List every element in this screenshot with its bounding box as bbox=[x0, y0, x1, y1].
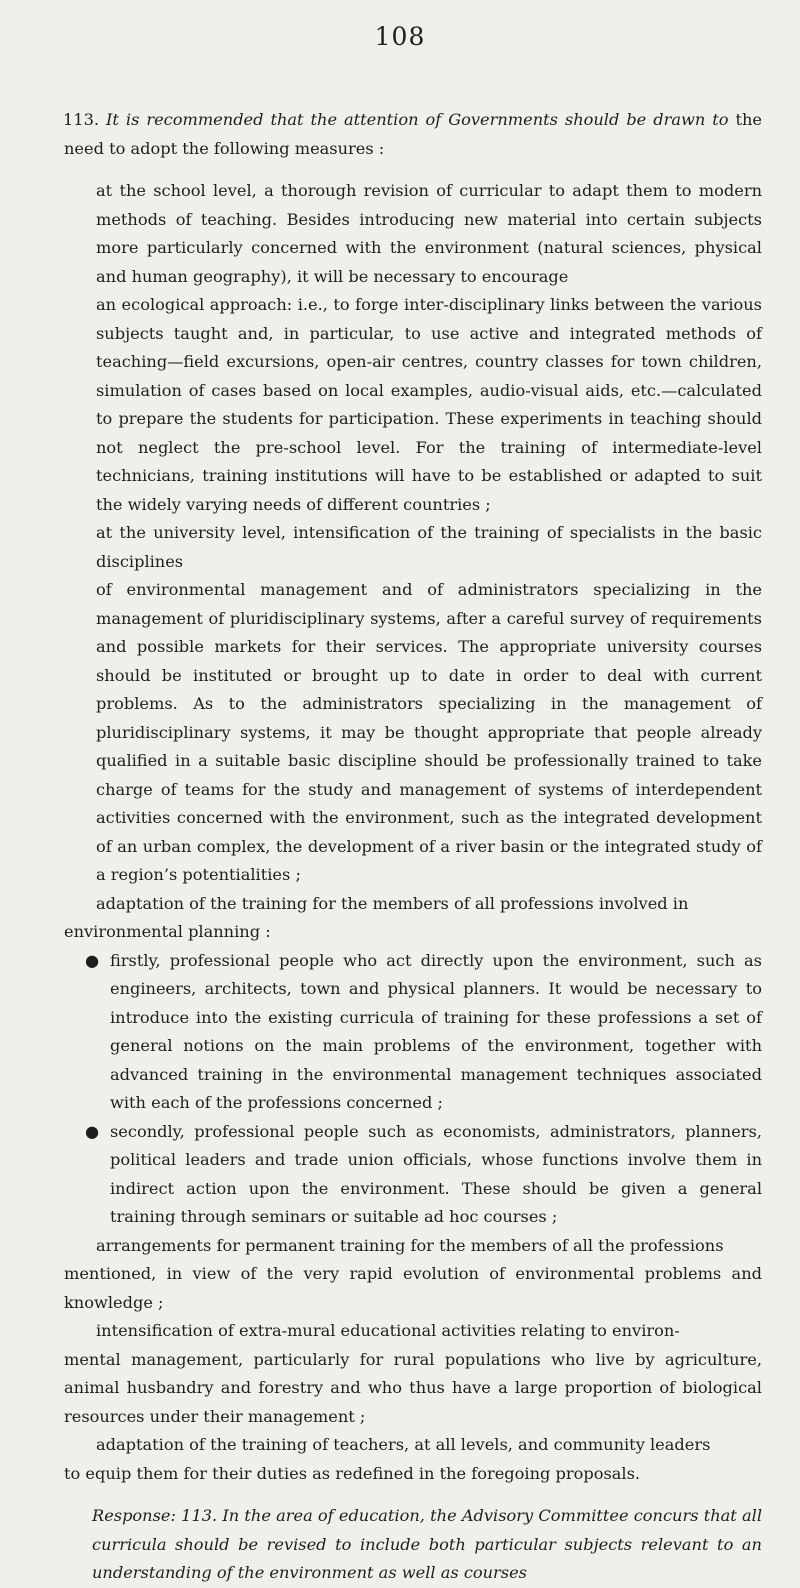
measure-permanent-training-end: mentioned, in view of the very rapid evolution of environmental problems and knowledge ; bbox=[64, 1264, 762, 1312]
recommendation-lead bbox=[64, 106, 762, 163]
measure-school-level: at the school level, a thorough revision of curricular to adapt them to modern methods of teaching. Besides introducing new material into certain subjects more particularly concerned with the environment (natural sciences, physical and human geography), it will be necessary to encourage bbox=[96, 181, 762, 286]
recommendation-intro: It is recommended that the attention of Governments should be drawn to bbox=[106, 110, 729, 129]
bullet-item-secondly bbox=[64, 1118, 762, 1232]
bullet-text-firstly: firstly, professional people who act directly upon the environment, such as engineers, architects, town and physical planners. It would be necessary to introduce into the existing curricula of training for these professions a set of general notions on the main problems of the environment, together with advanced training in the environmental management techniques associated with each of the professions concerned ; bbox=[110, 950, 762, 1112]
measure-adaptation-training-start: adaptation of the training for the members of all professions involved in bbox=[96, 893, 689, 913]
response-paragraph: Response: 113. In the area of education, the Advisory Committee concurs that all curricula should be revised to include both particular subjects relevant to an understanding of the environment as well as courses bbox=[92, 1506, 762, 1582]
page-number: 108 bbox=[374, 22, 426, 51]
bullet-icon: ● bbox=[85, 1121, 100, 1141]
measure-ecological-approach: an ecological approach: i.e., to forge inter-disciplinary links between the various subjects taught and, in particular, to use active and integrated methods of teaching—field excursions, open-air centres, country classes for town children, simulation of cases based on local examples, audio-visual aids, etc.—calculated to prepare the students for participation. These experiments in teaching should not neglect the pre-school level. For the training of intermediate-level technicians, training institutions will have to be established or adapted to suit the widely varying needs of different countries ; bbox=[96, 295, 762, 514]
measure-adaptation-training-end: environmental planning : bbox=[64, 922, 271, 941]
bullet-item-firstly bbox=[64, 947, 762, 1118]
measure-permanent-training-start: arrangements for permanent training for the members of all the professions bbox=[96, 1235, 724, 1255]
measure-university-level: at the university level, intensification of the training of specialists in the basic disciplines bbox=[96, 523, 762, 571]
measure-teachers-end: to equip them for their duties as redefined in the foregoing proposals. bbox=[64, 1463, 641, 1483]
bullet-text-secondly: secondly, professional people such as economists, administrators, planners, political leaders and trade union officials, whose functions involve them in indirect action upon the environment. These should be given a general training through seminars or suitable ad hoc courses ; bbox=[110, 1121, 762, 1226]
page-body bbox=[64, 106, 762, 1588]
measure-adaptation-training bbox=[64, 890, 762, 919]
measure-extra-mural-start: intensification of extra-mural educational activities relating to environ- bbox=[96, 1321, 680, 1340]
measure-teachers-start: adaptation of the training of teachers, at all levels, and community leaders bbox=[96, 1435, 711, 1454]
measure-environmental-management: of environmental management and of administrators specializing in the management of pluridisciplinary systems, after a careful survey of requirements and possible markets for their services. The appropriate university courses should be instituted or brought up to date in order to deal with current problems. As to the administrators specializing in the management of pluridisciplinary systems, it may be thought appropriate that people already qualified in a suitable basic discipline should be professionally trained to take charge of teams for the study and management of systems of interdependent activities concerned with the environment, such as the integrated development of an urban complex, the development of a river basin or the integrated study of a region’s potentialities ; bbox=[96, 580, 762, 884]
recommendation-intro-rest: the need to adopt the following measures : bbox=[64, 110, 762, 158]
measure-extra-mural-end: mental management, particularly for rural populations who live by agriculture, animal husbandry and forestry and who thus have a large proportion of biological resources under their management ; bbox=[64, 1349, 762, 1426]
bullet-icon: ● bbox=[85, 950, 100, 970]
recommendation-number: 113. bbox=[63, 110, 100, 129]
